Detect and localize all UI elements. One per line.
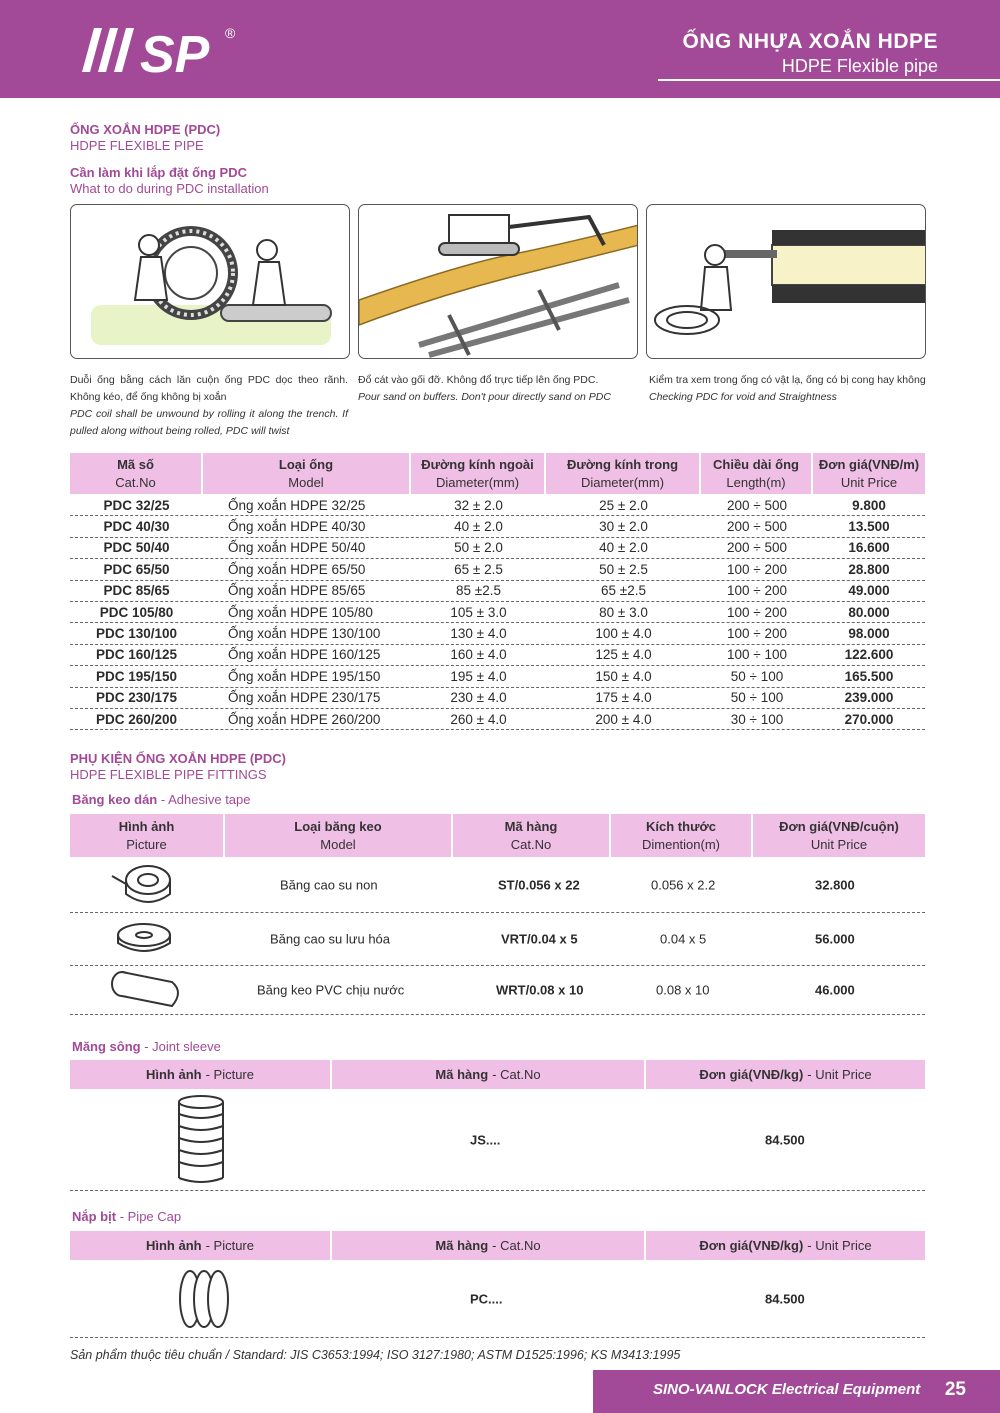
table-row [70, 913, 925, 966]
th-price: Đơn giá(VNĐ/m) Unit Price [818, 457, 920, 490]
table-row: PDC 50/40 Ống xoắn HDPE 50/40 50 ± 2.0 40 ± 2.0 200 ÷ 500 16.600 [70, 538, 925, 559]
tape-cat: ST/0.056 x 22 [498, 877, 580, 892]
joint-sleeve-label: Măng sông - Joint sleeve [72, 1039, 221, 1054]
th-tape-model: Loại băng keo Model [225, 814, 453, 857]
illustration-pour-sand [358, 204, 638, 359]
tape-roll-icon [108, 862, 174, 908]
tape-cat: VRT/0.04 x 5 [501, 931, 578, 947]
table-row: PDC 85/65 Ống xoắn HDPE 85/65 85 ±2.5 65 ±2.5 100 ÷ 200 49.000 [70, 581, 925, 602]
tape-model: Băng cao su non [280, 877, 378, 892]
pipe-table-body [70, 495, 925, 730]
table-row: PDC 160/125 Ống xoắn HDPE 160/125 160 ± 4.0 125 ± 4.0 100 ÷ 100 122.600 [70, 645, 925, 666]
pvc-tape-icon [108, 970, 184, 1010]
table-row [70, 857, 925, 913]
sp-logo [70, 20, 270, 80]
cap-price: 84.500 [765, 1291, 805, 1306]
caption-2-vn: Đổ cát vào gối đỡ. Không đổ trực tiếp lên ống PDC. [358, 374, 599, 386]
cap-row [70, 1260, 925, 1338]
fittings-title-vn: PHỤ KIỆN ỐNG XOẮN HDPE (PDC) [70, 751, 286, 766]
install-subtitle-en: What to do during PDC installation [70, 181, 269, 196]
table-row: PDC 32/25 Ống xoắn HDPE 32/25 32 ± 2.0 25 ± 2.0 200 ÷ 500 9.800 [70, 495, 925, 516]
th-cat-no: Mã hàng Cat.No [453, 814, 611, 857]
fittings-title-en: HDPE FLEXIBLE PIPE FITTINGS [70, 767, 267, 782]
tape-price: 32.800 [815, 877, 855, 892]
caption-1 [70, 372, 348, 440]
section-title-vn: ỐNG XOẮN HDPE (PDC) [70, 122, 221, 137]
header-divider [658, 79, 1000, 81]
caption-1-en: PDC coil shall be unwound by rolling it along the trench. If pulled along without being rolled, PDC will twist [70, 408, 348, 437]
joint-table-header: Hình ảnh - Picture Mã hàng - Cat.No Đơn giá(VNĐ/kg) - Unit Price [70, 1060, 925, 1089]
caption-1-vn: Duỗi ống bằng cách lăn cuộn ống PDC dọc theo rãnh. Không kéo, để ống không bị xoắn [70, 374, 348, 403]
cap-cat: PC.... [470, 1291, 503, 1306]
registered-mark: ® [225, 25, 236, 41]
tape-price: 56.000 [815, 931, 855, 947]
header-title-vn: ỐNG NHỰA XOẮN HDPE [682, 30, 938, 53]
logo-text: SP [140, 26, 210, 80]
caption-2-en: Pour sand on buffers. Don't pour directly sand on PDC [358, 391, 611, 403]
th-model: Loại ống Model [203, 453, 411, 494]
tape-dim: 0.04 x 5 [660, 931, 707, 947]
caption-3-en: Checking PDC for void and Straightness [649, 391, 837, 403]
tape-cat: WRT/0.08 x 10 [496, 982, 584, 998]
th-picture: Hình ảnh Picture [70, 814, 225, 857]
th-cat: Mã số Cat.No [70, 453, 203, 494]
table-row: PDC 105/80 Ống xoắn HDPE 105/80 105 ± 3.0 80 ± 3.0 100 ÷ 200 80.000 [70, 602, 925, 623]
illustration-unroll-coil [70, 204, 350, 359]
table-row: PDC 230/175 Ống xoắn HDPE 230/175 230 ± 4.0 175 ± 4.0 50 ÷ 100 239.000 [70, 688, 925, 709]
table-row: PDC 65/50 Ống xoắn HDPE 65/50 65 ± 2.5 50 ± 2.5 100 ÷ 200 28.800 [70, 559, 925, 580]
pipe-table-header [70, 453, 925, 494]
tape-model: Băng keo PVC chịu nước [257, 982, 405, 998]
th-unit-price: Đơn giá(VNĐ/cuộn) Unit Price [779, 819, 899, 852]
tape-price: 46.000 [815, 982, 855, 998]
standard-note: Sản phẩm thuộc tiêu chuẩn / Standard: JIS C3653:1994; ISO 3127:1980; ASTM D1525:1996; KS M3413:1995 [70, 1348, 681, 1362]
page-number: 25 [944, 1379, 966, 1400]
pipe-cap-label: Nắp bịt - Pipe Cap [72, 1209, 182, 1224]
th-inner-diameter: Đường kính trong Diameter(mm) [546, 453, 701, 494]
table-row: PDC 130/100 Ống xoắn HDPE 130/100 130 ± 4.0 100 ± 4.0 100 ÷ 200 98.000 [70, 623, 925, 644]
section-title-en: HDPE FLEXIBLE PIPE [70, 138, 204, 153]
joint-price: 84.500 [765, 1132, 805, 1147]
tape-dim: 0.056 x 2.2 [651, 877, 716, 892]
pipe-cap-icon [174, 1266, 230, 1332]
caption-3-vn: Kiểm tra xem trong ống có vật lạ, ống có bị cong hay không [649, 374, 926, 386]
joint-row [70, 1089, 925, 1191]
tape-dim: 0.08 x 10 [656, 982, 710, 998]
install-subtitle-vn: Cần làm khi lắp đặt ống PDC [70, 165, 247, 180]
joint-cat: JS.... [470, 1132, 501, 1147]
company-name: SINO-VANLOCK Electrical Equipment [653, 1381, 921, 1398]
table-row: PDC 195/150 Ống xoắn HDPE 195/150 195 ± 4.0 150 ± 4.0 50 ÷ 100 165.500 [70, 666, 925, 687]
table-row [70, 966, 925, 1015]
illustration-check-pipe [646, 204, 926, 359]
tape-table-header [70, 814, 925, 857]
table-row: PDC 260/200 Ống xoắn HDPE 260/200 260 ± 4.0 200 ± 4.0 30 ÷ 100 270.000 [70, 709, 925, 730]
joint-sleeve-icon [174, 1094, 228, 1186]
tape-model: Băng cao su lưu hóa [270, 931, 391, 947]
th-length: Chiều dài ống Length(m) [701, 453, 813, 494]
tape-label: Băng keo dán - Adhesive tape [72, 792, 251, 807]
cap-table-header: Hình ảnh - Picture Mã hàng - Cat.No Đơn giá(VNĐ/kg) - Unit Price [70, 1231, 925, 1260]
header-title-en: HDPE Flexible pipe [781, 56, 938, 76]
caption-3 [649, 372, 929, 406]
tape-roll-icon [108, 919, 174, 959]
th-outer-diameter: Đường kính ngoài Diameter(mm) [411, 453, 546, 494]
caption-2 [358, 372, 638, 406]
th-dimension: Kích thước Dimention(m) [611, 814, 753, 857]
table-row: PDC 40/30 Ống xoắn HDPE 40/30 40 ± 2.0 30 ± 2.0 200 ÷ 500 13.500 [70, 516, 925, 537]
